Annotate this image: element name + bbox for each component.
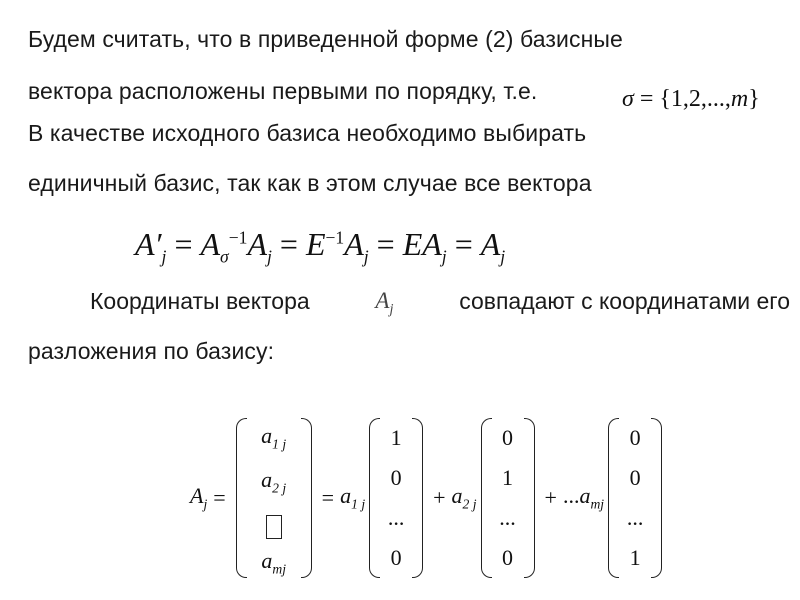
unit-vector-e1: 1 0 ... 0 — [369, 418, 423, 578]
coord-text-part1: Координаты вектора — [90, 288, 310, 314]
coef-2: $a_{2 j}$ — [451, 483, 477, 512]
unit-vector-e2: 0 1 ... 0 — [481, 418, 535, 578]
text-line-4: единичный базис, так как в этом случае все вектора — [28, 170, 592, 196]
coordinates-sentence — [28, 288, 790, 319]
sigma-set-formula: σ = {1,2,...,m} — [622, 86, 760, 112]
text-line-1: Будем считать, что в приведенной форме (2) базисные — [28, 26, 623, 52]
coord-vector-var: $A_j$ — [375, 288, 394, 318]
vector-a-components — [236, 418, 312, 578]
text-line-3: В качестве исходного базиса необходимо выбирать — [28, 120, 587, 146]
text-line-2: вектора расположены первыми по порядку, т.е. — [28, 78, 538, 104]
vec-a-m: $a_{mj}$ — [261, 547, 286, 577]
coef-1: $a_{1 j}$ — [340, 483, 366, 512]
vec-a-placeholder — [266, 507, 282, 543]
vec-a-1: $a_{1 j}$ — [261, 423, 287, 452]
vec-a-2: $a_{2 j}$ — [261, 467, 287, 496]
lhs-vector: $A_j$ — [190, 483, 208, 512]
unit-vector-em: 0 0 ... 1 — [608, 418, 662, 578]
matrix-equation: $A_j$ = $a_{1 j}$ $a_{2 j}$ $a_{mj}$ = $a_{1 j}$ 1 0 ... 0 + $a_{2 j}$ 0 1 ... 0 + $...a_{mj}$ 0 0 ... 1 — [190, 418, 666, 578]
coord-text-part2: совпадают с координатами его — [459, 288, 790, 314]
coord-text-line-2: разложения по базису: — [28, 338, 275, 364]
coef-m: $...a_{mj}$ — [562, 483, 605, 512]
basis-equation: $A'_j = A_\sigma^{-1}A_j = E^{-1}A_j = EA_j = A_j$ — [135, 226, 506, 267]
